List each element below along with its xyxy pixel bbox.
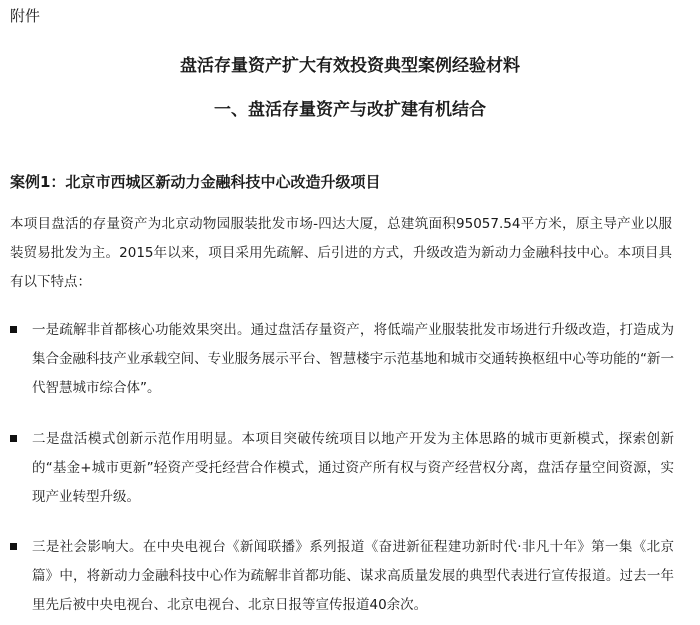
square-bullet-icon (10, 543, 17, 550)
feature-point-2 (10, 425, 674, 512)
feature-point-text: 二是盘活模式创新示范作用明显。本项目突破传统项目以地产开发为主体思路的城市更新模式，探索创新的“基金+城市更新”轻资产受托经营合作模式，通过资产所有权与资产经营权分离，盘活存量空间资源，实现产业转型升级。 (32, 431, 674, 505)
section-title: 一、盘活存量资产与改扩建有机结合 (214, 100, 486, 120)
attachment-label: 附件 (10, 7, 41, 25)
feature-point-3 (10, 533, 674, 620)
feature-point-text: 三是社会影响大。在中央电视台《新闻联播》系列报道《奋进新征程建功新时代·非凡十年》第一集《北京篇》中，将新动力金融科技中心作为疏解非首都功能、谋求高质量发展的典型代表进行宣传报道。过去一年里先后被中央电视台、北京电视台、北京日报等宣传报道40余次。 (32, 539, 674, 613)
document-title: 盘活存量资产扩大有效投资典型案例经验材料 (180, 56, 520, 76)
square-bullet-icon (10, 435, 17, 442)
feature-point-text: 一是疏解非首都核心功能效果突出。通过盘活存量资产，将低端产业服装批发市场进行升级改造，打造成为集合金融科技产业承载空间、专业服务展示平台、智慧楼宇示范基地和城市交通转换枢纽中心等功能的“新一代智慧城市综合体”。 (32, 322, 674, 396)
case-title: 案例1：北京市西城区新动力金融科技中心改造升级项目 (10, 173, 381, 191)
intro-paragraph: 本项目盘活的存量资产为北京动物园服装批发市场-四达大厦，总建筑面积95057.54平方米，原主导产业以服装贸易批发为主。2015年以来，项目采用先疏解、后引进的方式，升级改造为新动力金融科技中心。本项目具有以下特点： (10, 216, 672, 290)
square-bullet-icon (10, 326, 17, 333)
feature-point-1 (10, 316, 674, 403)
